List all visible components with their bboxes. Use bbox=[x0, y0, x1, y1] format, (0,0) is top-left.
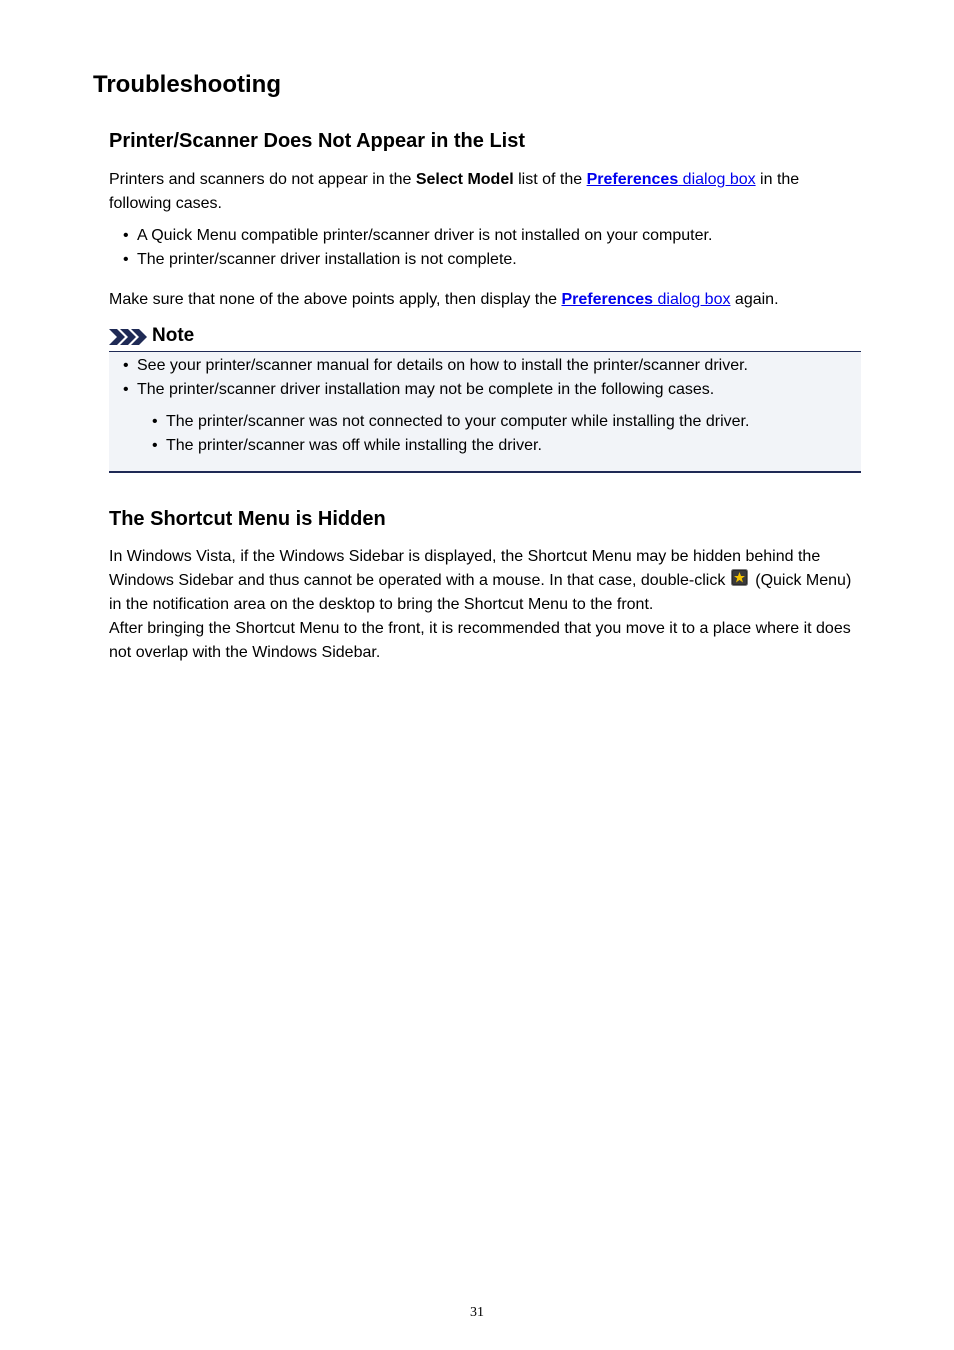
list-item-text: The printer/scanner driver installation is not complete. bbox=[137, 251, 517, 268]
note-sub-bullet-list bbox=[152, 410, 749, 458]
list-item-text: A Quick Menu compatible printer/scanner driver is not installed on your computer. bbox=[137, 227, 713, 244]
list-item-text: The printer/scanner was not connected to your computer while installing the driver. bbox=[166, 413, 750, 430]
note-header bbox=[109, 322, 861, 352]
bullet-marker: • bbox=[123, 227, 129, 244]
body-line-2a: Windows Sidebar and thus cannot be operated with a mouse. In that case, double-click bbox=[109, 572, 730, 589]
intro-text-3: in the bbox=[755, 171, 800, 188]
intro-line-2: following cases. bbox=[109, 195, 222, 212]
list-item bbox=[152, 410, 749, 434]
bullet-marker: • bbox=[152, 437, 158, 454]
intro-text-2: list of the bbox=[513, 171, 587, 188]
bullet-marker: • bbox=[123, 357, 129, 374]
preferences-link-bold: Preferences bbox=[561, 291, 654, 308]
section-heading-printer-not-in-list: Printer/Scanner Does Not Appear in the List bbox=[109, 130, 526, 152]
section1-intro bbox=[109, 168, 859, 216]
list-item bbox=[123, 354, 748, 378]
list-item-text: The printer/scanner driver installation may not be complete in the following cases. bbox=[137, 381, 715, 398]
quick-menu-icon bbox=[731, 569, 748, 586]
section-heading-shortcut-menu-hidden: The Shortcut Menu is Hidden bbox=[109, 508, 386, 530]
bullet-marker: • bbox=[123, 381, 129, 398]
bullet-marker: • bbox=[152, 413, 158, 430]
note-bullet-list bbox=[123, 354, 748, 402]
intro-text-1: Printers and scanners do not appear in the bbox=[109, 171, 416, 188]
body-line-3: in the notification area on the desktop to bring the Shortcut Menu to the front. bbox=[109, 596, 654, 613]
body-line-2b: (Quick Menu) bbox=[750, 572, 852, 589]
select-model-term: Select Model bbox=[415, 171, 514, 188]
note-label: Note bbox=[152, 325, 195, 346]
list-item bbox=[123, 224, 712, 248]
section1-bullet-list bbox=[123, 224, 712, 272]
note-arrows-icon bbox=[109, 327, 149, 347]
preferences-link-text: dialog box bbox=[678, 171, 756, 188]
section1-after-text bbox=[109, 288, 859, 312]
body-line-5: not overlap with the Windows Sidebar. bbox=[109, 644, 381, 661]
preferences-dialog-link-2[interactable] bbox=[561, 291, 730, 308]
preferences-dialog-link[interactable] bbox=[587, 171, 756, 188]
after-text-1: Make sure that none of the above points apply, then display the bbox=[109, 291, 562, 308]
after-text-2: again. bbox=[730, 291, 779, 308]
page-number: 31 bbox=[470, 1305, 484, 1320]
preferences-link-text: dialog box bbox=[653, 291, 731, 308]
bullet-marker: • bbox=[123, 251, 129, 268]
list-item-text: The printer/scanner was off while installing the driver. bbox=[166, 437, 542, 454]
note-box bbox=[109, 322, 861, 473]
list-item bbox=[152, 434, 749, 458]
body-line-4: After bringing the Shortcut Menu to the front, it is recommended that you move it to a place where it does bbox=[109, 620, 851, 637]
note-body bbox=[109, 352, 861, 473]
list-item bbox=[123, 248, 712, 272]
list-item-text: See your printer/scanner manual for details on how to install the printer/scanner driver. bbox=[137, 357, 748, 374]
section2-body bbox=[109, 545, 869, 665]
preferences-link-bold: Preferences bbox=[586, 171, 679, 188]
body-line-1: In Windows Vista, if the Windows Sidebar is displayed, the Shortcut Menu may be hidden behind the bbox=[109, 548, 821, 565]
page-title: Troubleshooting bbox=[93, 71, 281, 98]
list-item bbox=[123, 378, 748, 402]
